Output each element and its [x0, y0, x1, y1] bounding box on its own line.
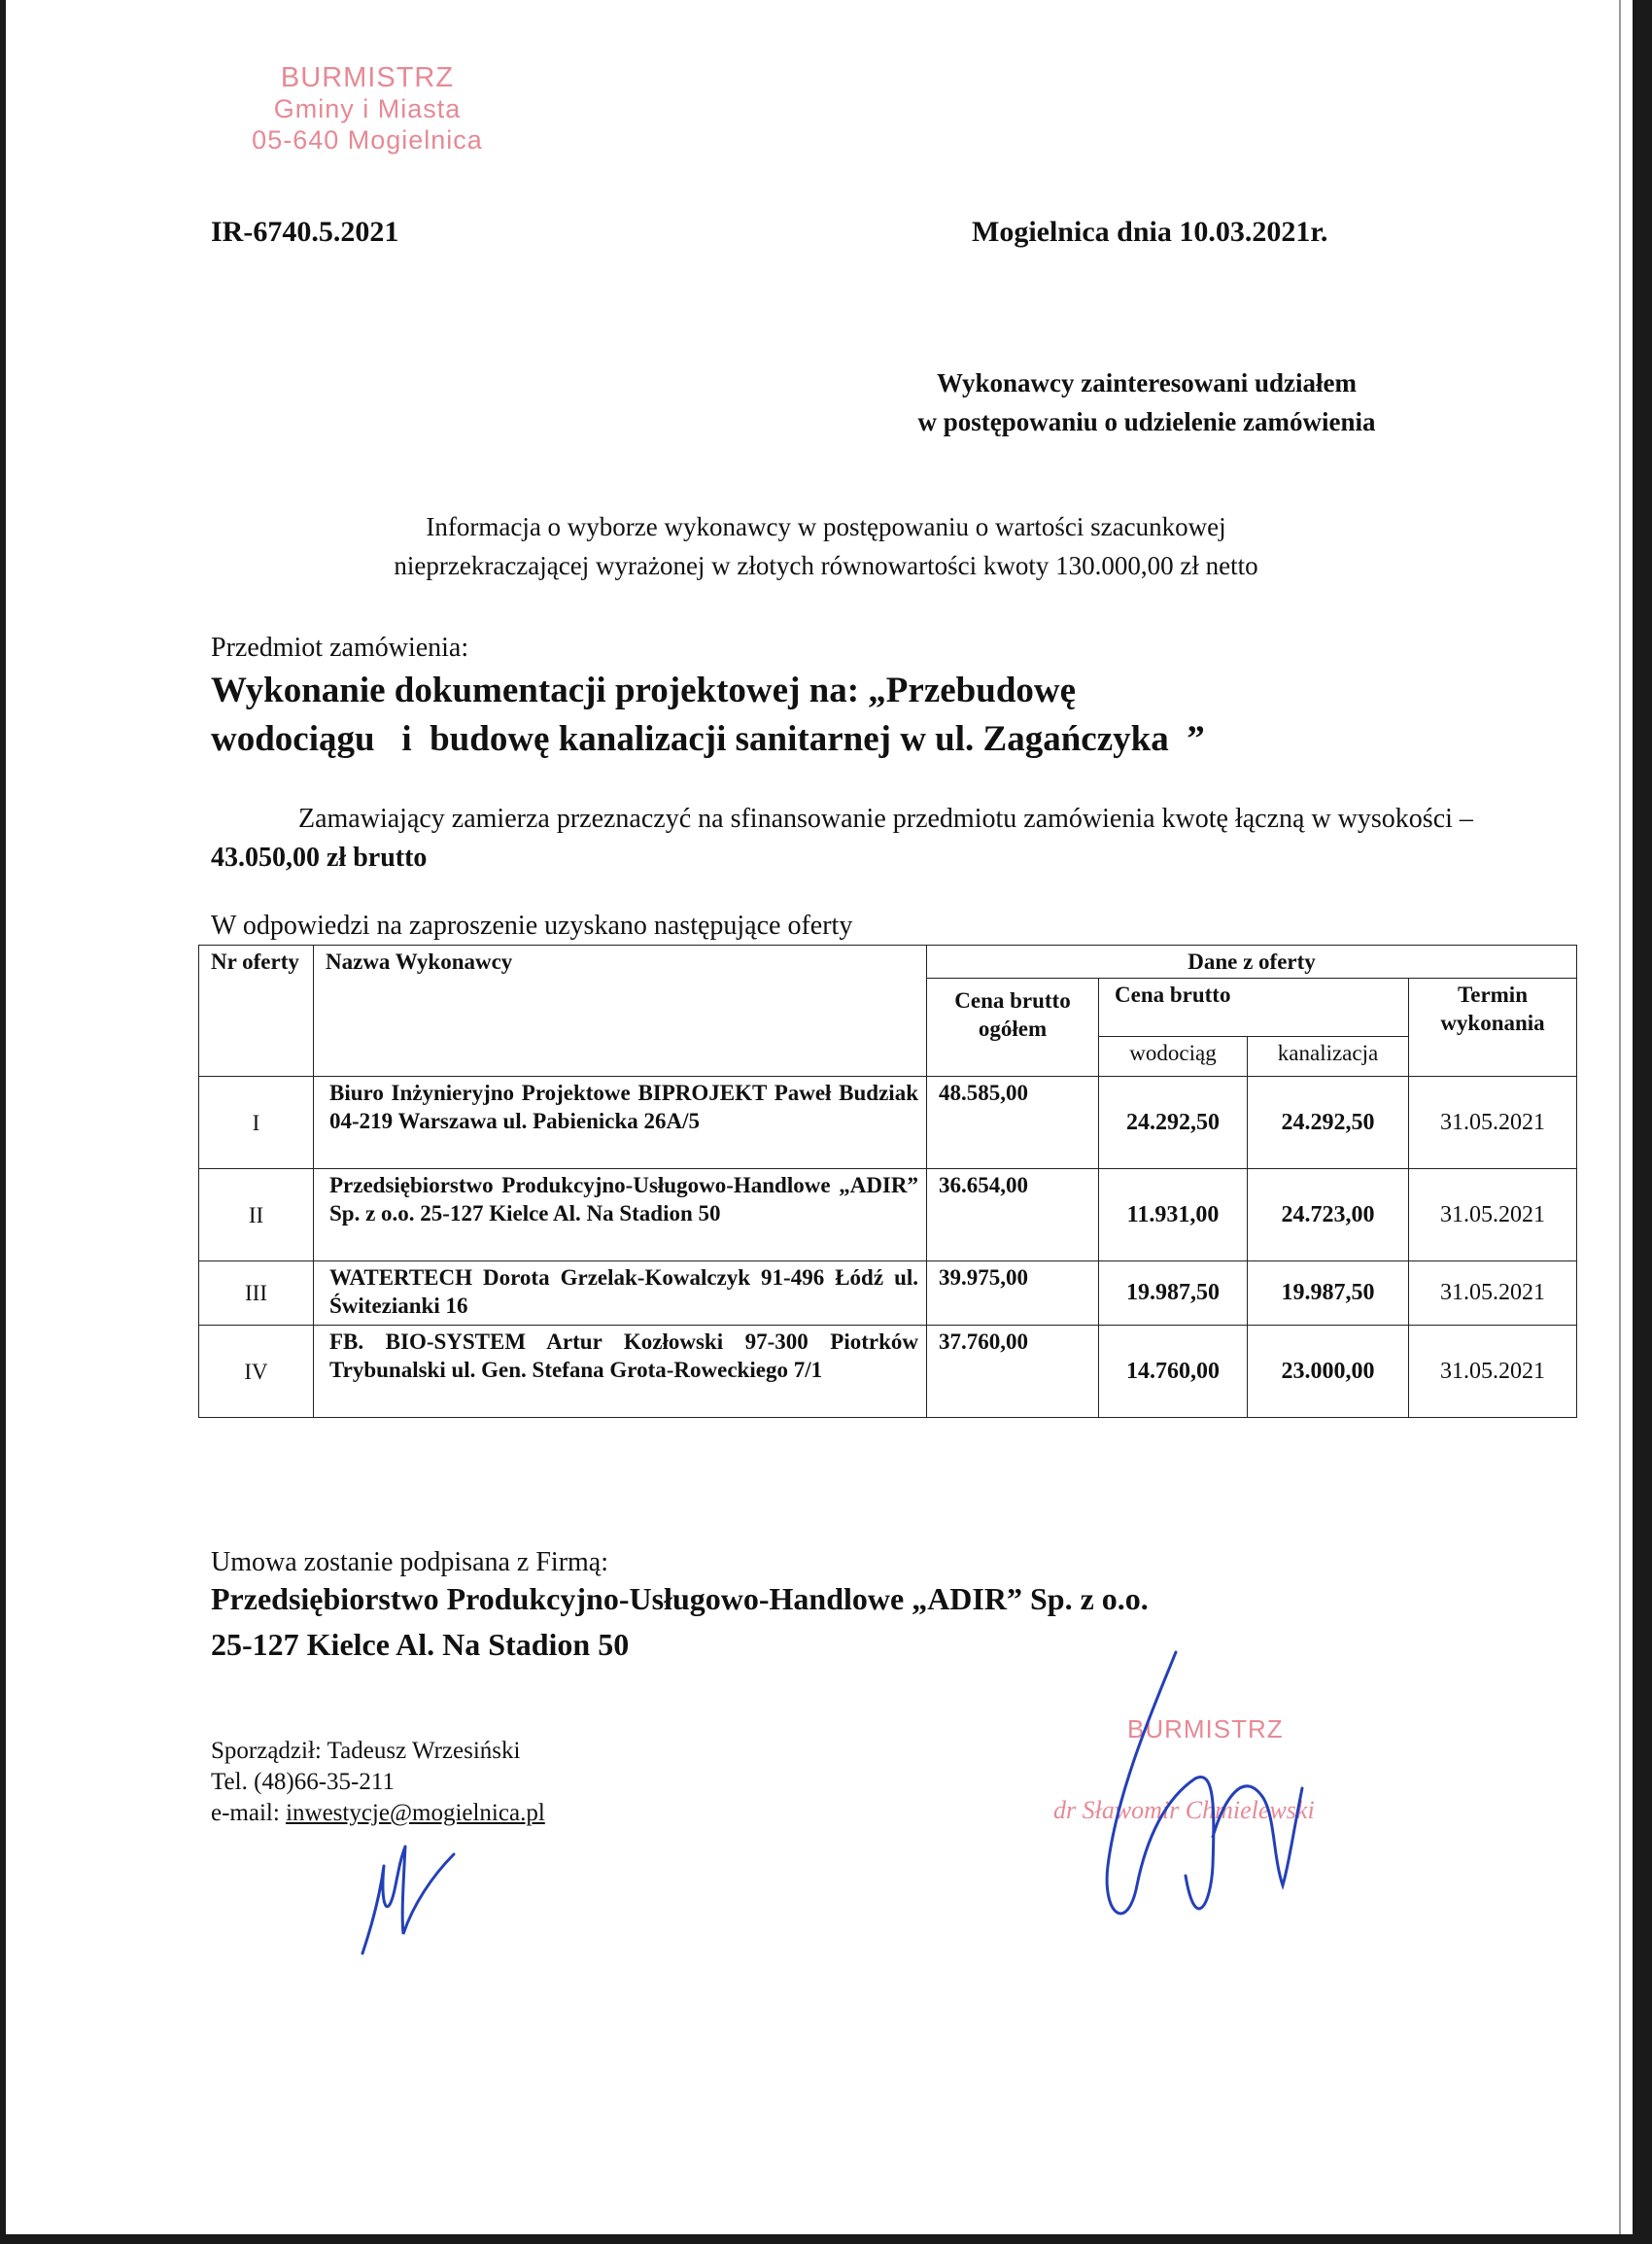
contract-label: Umowa zostanie podpisana z Firmą: [211, 1547, 609, 1577]
offer-total: 48.585,00 [927, 1077, 1099, 1169]
table-row [199, 1326, 1577, 1418]
header-price-gross: Cena brutto [1099, 979, 1409, 1037]
header-sewer: kanalizacja [1248, 1037, 1409, 1077]
budget-amount: 43.050,00 zł brutto [211, 843, 428, 873]
offer-sewer: 24.292,50 [1248, 1077, 1409, 1169]
scan-edge-left [0, 0, 6, 2244]
subject-label: Przedmiot zamówienia: [211, 633, 469, 663]
table-row [199, 1261, 1577, 1326]
prepared-by: Sporządził: Tadeusz Wrzesiński [211, 1738, 521, 1764]
offer-nr: I [199, 1077, 314, 1169]
document-reference: IR-6740.5.2021 [211, 216, 399, 248]
contract-firm: Przedsiębiorstwo Produkcyjno-Usługowo-Handlowe „ADIR” Sp. z o.o. 25-127 Kielce Al. Na Stadion 50 [211, 1581, 1149, 1662]
offer-nr: IV [199, 1326, 314, 1418]
offer-water: 19.987,50 [1099, 1261, 1248, 1326]
stamp-burmistrz-bottom: BURMISTRZ [1127, 1714, 1284, 1743]
scan-edge-bottom [0, 2234, 1652, 2244]
offer-term: 31.05.2021 [1409, 1326, 1577, 1418]
recipients: Wykonawcy zainteresowani udziałem w postępowaniu o udzielenie zamówienia [917, 368, 1376, 436]
subject-title: Wykonanie dokumentacji projektowej na: „Przebudowę wodociągu i budowę kanalizacji sanitarnej w ul. Zagańczyka ” [211, 671, 1205, 759]
stamp-burmistrz-top: BURMISTRZ Gminy i Miasta 05-640 Mogielnica [252, 62, 483, 155]
mayor-signature [1098, 1642, 1351, 1953]
offer-term: 31.05.2021 [1409, 1077, 1577, 1169]
header-nr: Nr oferty [199, 946, 314, 1077]
offer-sewer: 19.987,50 [1248, 1261, 1409, 1326]
offer-contractor: FB. BIO-SYSTEM Artur Kozłowski 97-300 Piotrków Trybunalski ul. Gen. Stefana Grota-Roweckiego 7/1 [314, 1326, 927, 1418]
offer-term: 31.05.2021 [1409, 1169, 1577, 1261]
place-and-date: Mogielnica dnia 10.03.2021r. [972, 216, 1328, 248]
table-header-row [199, 946, 1577, 979]
offer-sewer: 24.723,00 [1248, 1169, 1409, 1261]
scan-edge-right [1633, 0, 1652, 2244]
header-water: wodociąg [1099, 1037, 1248, 1077]
offer-water: 24.292,50 [1099, 1077, 1248, 1169]
offer-nr: III [199, 1261, 314, 1326]
email-line: e-mail: inwestycje@mogielnica.pl [211, 1800, 545, 1826]
offer-nr: II [199, 1169, 314, 1261]
contact-info [211, 1736, 545, 1829]
offer-contractor: Biuro Inżynieryjno Projektowe BIPROJEKT Paweł Budziak 04-219 Warszawa ul. Pabienicka 26A/5 [314, 1077, 927, 1169]
budget-statement: Zamawiający zamierza przeznaczyć na sfinansowanie przedmiotu zamówienia kwotę łączną w wysokości – 43.050,00 zł brutto [211, 804, 1473, 873]
offer-total: 37.760,00 [927, 1326, 1099, 1418]
email-link[interactable]: inwestycje@mogielnica.pl [286, 1800, 545, 1826]
offer-sewer: 23.000,00 [1248, 1326, 1409, 1418]
telephone: Tel. (48)66-35-211 [211, 1769, 395, 1795]
offer-term: 31.05.2021 [1409, 1261, 1577, 1326]
offer-contractor: Przedsiębiorstwo Produkcyjno-Usługowo-Handlowe „ADIR” Sp. z o.o. 25-127 Kielce Al. Na Stadion 50 [314, 1169, 927, 1261]
offer-water: 11.931,00 [1099, 1169, 1248, 1261]
table-row [199, 1169, 1577, 1261]
header-total-price: Cena brutto ogółem [927, 979, 1099, 1077]
header-term: Termin wykonania [1409, 979, 1577, 1077]
offer-water: 14.760,00 [1099, 1326, 1248, 1418]
header-name: Nazwa Wykonawcy [314, 946, 927, 1077]
offer-total: 36.654,00 [927, 1169, 1099, 1261]
stamp-mayor-name: dr Sławomir Chmielewski [1053, 1796, 1315, 1824]
offer-total: 39.975,00 [927, 1261, 1099, 1326]
offers-table [198, 945, 1577, 1418]
offers-label: W odpowiedzi na zaproszenie uzyskano następujące oferty [211, 911, 853, 941]
header-dane-z-oferty: Dane z oferty [927, 946, 1577, 979]
table-row [199, 1077, 1577, 1169]
initials-signature [345, 1827, 462, 1963]
information-heading: Informacja o wyborze wykonawcy w postępowaniu o wartości szacunkowej nieprzekraczającej wyrażonej w złotych równowartości kwoty 130.000,00 zł netto [394, 512, 1258, 580]
offer-contractor: WATERTECH Dorota Grzelak-Kowalczyk 91-496 Łódź ul. Świtezianki 16 [314, 1261, 927, 1326]
